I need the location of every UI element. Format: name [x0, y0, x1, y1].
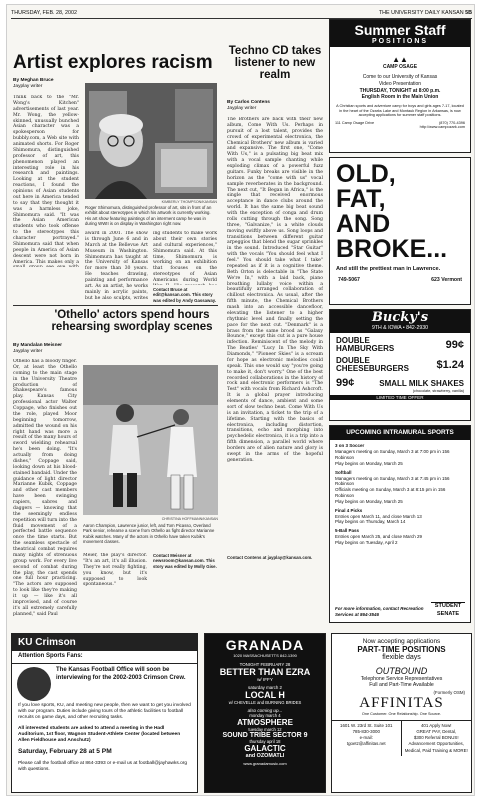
- aff-name: AFFINITAS: [359, 695, 444, 711]
- othello-photo-credit: CHRISTINA HOFFMANN/KANSAN: [161, 517, 218, 521]
- granada-date-3: monday march 4: [249, 713, 281, 718]
- granada-band-2-support: w/ CHEVELLE and BURNING BRIDES: [228, 700, 302, 705]
- granada-band-1: BETTER THAN EZRA: [219, 667, 311, 677]
- techno-contact: Contact Contens at jayplay@kansan.com.: [227, 555, 313, 560]
- summer-title: Summer Staff: [330, 20, 470, 38]
- kucs-row: [12, 664, 197, 701]
- artist-photo: [85, 83, 217, 199]
- header-paper: THE UNIVERSITY DAILY KANSAN 5B: [378, 9, 472, 16]
- artist-contact: Contact Bruce at edit@kansan.com. This story was edited by Andy Gassaway.: [153, 287, 217, 303]
- granada-band-5-support: and OZOMATLI: [245, 753, 285, 759]
- granada-band-4: SOUND TRIBE SECTOR 9: [222, 732, 308, 739]
- section-divider: [13, 305, 218, 306]
- kucs-date: Saturday, February 28 at 5 PM: [18, 748, 112, 756]
- affinitas-ad: [331, 633, 472, 793]
- page-header: [11, 7, 472, 19]
- intramural-footer: For more information, contact Recreation Services at 864-3546 STUDENT SENATE: [330, 602, 470, 618]
- camp-logo: ▲▲ CAMP OSAGE: [382, 55, 418, 70]
- camp-logo-icon: ▲▲: [392, 55, 408, 64]
- granada-ad: [204, 633, 326, 793]
- granada-date-2: saturday march 2: [248, 685, 282, 690]
- artist-byline: By Meghan Bruce: [13, 78, 54, 83]
- granada-name: GRANADA: [225, 637, 305, 653]
- othello-quote: Meier, the play's director. "It's an art, it's all illusion. They're not really fighting, you know, but it's supposed to look spontaneous.": [83, 553, 147, 588]
- aff-l2: PART-TIME POSITIONS: [357, 645, 446, 654]
- buckys-name: Bucky's: [330, 310, 470, 325]
- granada-web[interactable]: www.granadamusic.com: [243, 761, 287, 766]
- artist-col1: Think back to the "Mr. Wong's Kitchen" advertisements of last year. Mr. Wong, the yellow-skinned, unusually bunched Asian character was a spokesperson for bubbly.com, a Web site with animated shorts. For Roger Shimomura, distinguished professor of art, this phenomenon played an interesting role in his research and paintings. Looking at the student reactions, I found the opinions of Asian students out here in America tended to say that they thought it was a harmless joke, Shimomura said. "It was the Asian American students who took offense to the stereotypes this character portrayed." Shimomura said that when people in America of Asian descent were not born in America. This makes only a: [13, 95, 79, 265]
- granada-band-2: LOCAL H: [245, 690, 285, 700]
- aff-l7: (Formerly OSM): [433, 690, 465, 695]
- techno-headline: Techno CD takes listener to new realm: [228, 45, 322, 82]
- aff-l4: OUTBOUND: [375, 666, 428, 676]
- othello-contact: Contact Meisner at newsroom@kansan.com. This story was edited by Molly Gise.: [153, 553, 217, 569]
- header-date: THURSDAY, FEB. 28, 2002: [11, 9, 78, 16]
- summer-contact: 111 Camp Osage Drive (870) 770-4396: [335, 121, 465, 126]
- buckys-item-2: DOUBLE CHEESEBURGERS $1.24: [336, 356, 464, 373]
- techno-byline-block: [227, 100, 270, 112]
- aff-l5: Telephone Service Representatives: [360, 676, 443, 682]
- newspaper-page: [6, 4, 475, 796]
- artist-col2: award in 2001. The show is through June 6 and in March at the Bellevue Art Museum in Washington. Shimomura has taught at the University of Kansas for more than 30 years. He teaches drawing, painting and performance art. As an artist, he works mainly in acrylic paints, but he also sculpts, writes: [85, 231, 148, 301]
- othello-byline: By Mandalan Meisner: [13, 343, 63, 348]
- header-page: 5B: [465, 9, 472, 16]
- jayhawk-logo: [17, 667, 51, 701]
- fat-contact: 749-5067 623 Vermont: [338, 277, 462, 283]
- aff-l6: Full and Part-Time Available: [369, 682, 434, 688]
- kucs-t1: The Kansas Football Office will soon be interviewing for the 2002-2003 Crimson Crew.: [56, 666, 186, 681]
- summer-staff-ad: [329, 19, 471, 153]
- summer-event: Come to our University of Kansas Video Presentation THURSDAY, TONIGHT at 8:00 p.m. English Room in the Main Union: [359, 74, 441, 101]
- techno-role: Jayplay writer: [227, 105, 257, 111]
- aff-benefits: 401 Apply Now! GREAT PAY, Dental, $300 Referral BONUS! Advancement Opportunities, Medical, Paid Training & MORE!: [404, 723, 468, 753]
- granada-date-4: tuesday march 12: [248, 727, 282, 732]
- granada-band-3: ATMOSPHERE: [237, 718, 293, 727]
- artist-photo-credit: KIMBERLY THOMPSON/KANSAN: [161, 200, 217, 204]
- intramural-ad: [329, 425, 471, 623]
- aff-details: [332, 720, 471, 756]
- portrait-illustration: [85, 83, 217, 199]
- granada-band-1-support: w/ IFFY: [257, 677, 273, 682]
- summer-desc: A Christian sports and adventure camp for boys and girls ages 7-17, located in the heart of the Ozarks Lake and Montauk Region in Arkansas, is now accepting applications for summer staff positions.: [336, 104, 464, 118]
- artist-col3: ing students to make work about their own stories and cultural experiences," Shimomura said. At this time, Shimomura is working on an exhibition that focuses on the stereotypes of Asian Americans during World: [153, 231, 217, 283]
- artist-role: Jayplay writer: [13, 83, 43, 89]
- aff-address: 1601 W. 23rd St. Suite 101 785-830-3000 e-mail: tgoetz@affinitas.net: [332, 721, 402, 756]
- buckys-item-1: DOUBLE HAMBURGERS 99¢: [336, 336, 464, 353]
- othello-headline: 'Othello' actors spend hours rehearsing swordplay scenes: [51, 309, 213, 334]
- kucs-bar: Attention Sports Fans:: [12, 651, 197, 664]
- buckys-flavors: (chocolate, strawberry, vanilla): [412, 389, 464, 393]
- buckys-limited: LIMITED TIME OFFER: [330, 395, 470, 400]
- kucs-title: KU Crimson: [12, 634, 197, 651]
- granada-also: also coming up...: [247, 708, 283, 713]
- aff-l3: flexible days: [382, 654, 421, 661]
- student-senate-logo: STUDENT SENATE: [431, 602, 465, 618]
- summer-sub: POSITIONS: [330, 38, 470, 47]
- summer-web[interactable]: http://www.campozark.com: [419, 125, 465, 130]
- granada-date-1: TONIGHT FEBRUARY 28: [239, 662, 291, 667]
- aff-tag: One Customer. One Relationship. One Source.: [361, 712, 442, 716]
- fat-headline: OLD, FAT, AND BROKE...: [336, 160, 448, 263]
- artist-byline-block: [13, 78, 54, 90]
- techno-byline: By Carlos Contens: [227, 100, 270, 105]
- buckys-ad: [329, 309, 471, 421]
- rehearsal-illustration: [83, 365, 218, 515]
- techno-body: The Brothers are back with their new album, Come With Us. Perhaps in pursuit of a lost talent, provides the crowd of experimental electronica, the Chemical Brothers' new album is varied and expansive. The first one, "Come With Us," is a pulsating big beat mix with a vocal sample chanting while exploding climax of a powerful fuzz guitars. Funky breaks are visible in the horizon as the "come with us" vocal sample reverberates in the background. The next cut, "It Began in Africa," is the single that received enormous acceptance in dance clubs around the world. It has the same big beat sound with the exception of conga and drum rolls cutting through the song. Song three, "Galvanize," is a white clouds moving swiftly above us. Song loops and transitions between different guitar arpeggios that blend the sugar sprinkles in the sound. Introduced "Star Guitar" with the vocals "You should feel what I feel." You should take what I take" repeated as if it is a cognitive theme. Beth Orton is delectable in "The State We're In," with a laid back, piano breathing lullaby voice within a beautifully arranged collaboration of chillout electronica. As usual, after the fifth minute, the Chemical Brothers mash into an accessible dancefloor, elevating the listener to a higher rhythmic level and finally setting the pace for the next cut. "Denmark" is a brass from the same brood as "Galaxy Bounce," except this cut is a pure house infection. Reminiscent of the melody in The Beatles' "Lucy In The Sky With Diamonds," "Pioneer Skies" is a scream for hope as electronic melodies could speak. This one would say "you're going to make it, don't worry." One of the best recorded collaborations in the history of rock and electronic performers is "The Test" with vocals from Richard Ashcroft. It is a global prayer introducing elements of dance, ambient and some sort of slow techno beat. Come With Us is an invitation, a ticket to the trip of a lifetime. Starting with the basics of electronica, including distortion, transitions, echo and morphing into psychedelic electronica, it is a trip into a fifth dimension, a parallel world where borders are of alien nature and glory is swept in the arms of the hopeful generation.: [227, 117, 323, 463]
- intramural-title: UPCOMING INTRAMURAL SPORTS: [330, 426, 470, 440]
- granada-date-5: thursday april 18: [249, 739, 281, 744]
- granada-address: 1020 MASSACHUSETTS 842-1390: [233, 653, 297, 658]
- othello-photo: [83, 365, 218, 515]
- othello-role: Jayplay writer: [13, 348, 43, 354]
- ku-crimson-ad: [11, 633, 198, 793]
- kucs-t4: Please call the football office at 864-3393 or e-mail us at football@jayhawks.org with questions.: [18, 760, 188, 772]
- buckys-address: 9TH & IOWA • 842-2930: [330, 325, 470, 333]
- othello-col1: Othello has a bloody finger. Or, at least the Othello coming to the main stage in the University Theatre production of Shakespeare's famous play. Kansas City professional actor Walter Coppage, who finishes out the role, played Moor beginning tomorrow, admitted the wound on his right hand was more a result of the many hours of sword wielding rehearsal he's been doing. "It's actually from doing dishes," Coppage said, looking down at his blood-stained bandaid. Under the guidance of light director Marianne Kubik, Coppage and other cast members have been swinging rapiers, sabres and daggers — knowing that the seemingly endless repetition will turn into the fluid movement of a perfected battle sequence once the time starts. But the seamless spectacle of theatrical combat requires many nights of strenuous group work. For every live second of combat during the play, the cast spends one full hour practicing. "The actors are supposed to look like they're making it up — like it's all improvised, and of course it's all extremely carefully planned," said Paul: [13, 359, 77, 617]
- othello-caption: Aaron Champion, Lawrence junior, left, and Tom Picasso, Overland Park senior, rehearse a scene from Othello as fight director Marianne Kubik watches. Many of the actors in Othello have taken Kubik's movement classes.: [83, 523, 215, 545]
- artist-headline: Artist explores racism: [13, 52, 213, 73]
- kucs-t2: If you love sports, KU, and meeting new people, then we want to get you involved with our program. Duties include giving tours of the athletic facilities to football recruits on game days, and other recruiting tasks.: [18, 702, 191, 721]
- old-fat-broke-ad: [329, 157, 471, 305]
- granada-band-5: GALACTIC: [244, 744, 286, 753]
- intramural-list: 3 on 3 Soccer Managers meeting on Sunday, March 3 at 7:00 pm in 156 Robinson Play begins on Monday, March 25 Softball Managers meeting on Sunday, March 3 at 7:45 pm in 156 Robinson Officials meeting on Sunday, March 3 at 8:15 pm in 156 Robinson Play begins on Monday, March 25 Final 4 Picks Entries open March 11, and close March 13 Play begins on Thursday, March 14 5-Ball Pass Entries open March 25, and close March 29 Play begins on Tuesday, April 2: [335, 443, 450, 545]
- aff-l1: Now accepting applications: [362, 638, 441, 645]
- othello-byline-block: [13, 343, 62, 355]
- kucs-t3: All interested students are asked to attend a meeting in the Hadl Auditorium, 1st floor, Wagnon Student-Athlete Center (located between Allen Fieldhouse and Anschutz): [18, 725, 181, 743]
- buckys-item-3: 99¢ SMALL MILK SHAKES: [336, 377, 464, 389]
- artist-caption: Roger Shimomura, distinguished professor of art, sits in front of an exhibit about stereotypes in which his artwork is currently working. His art show featuring paintings of an interment camp he was in during WWII is on display in Washington right now.: [85, 205, 212, 227]
- fat-tagline: And still the prettiest man in Lawrence.: [336, 266, 441, 272]
